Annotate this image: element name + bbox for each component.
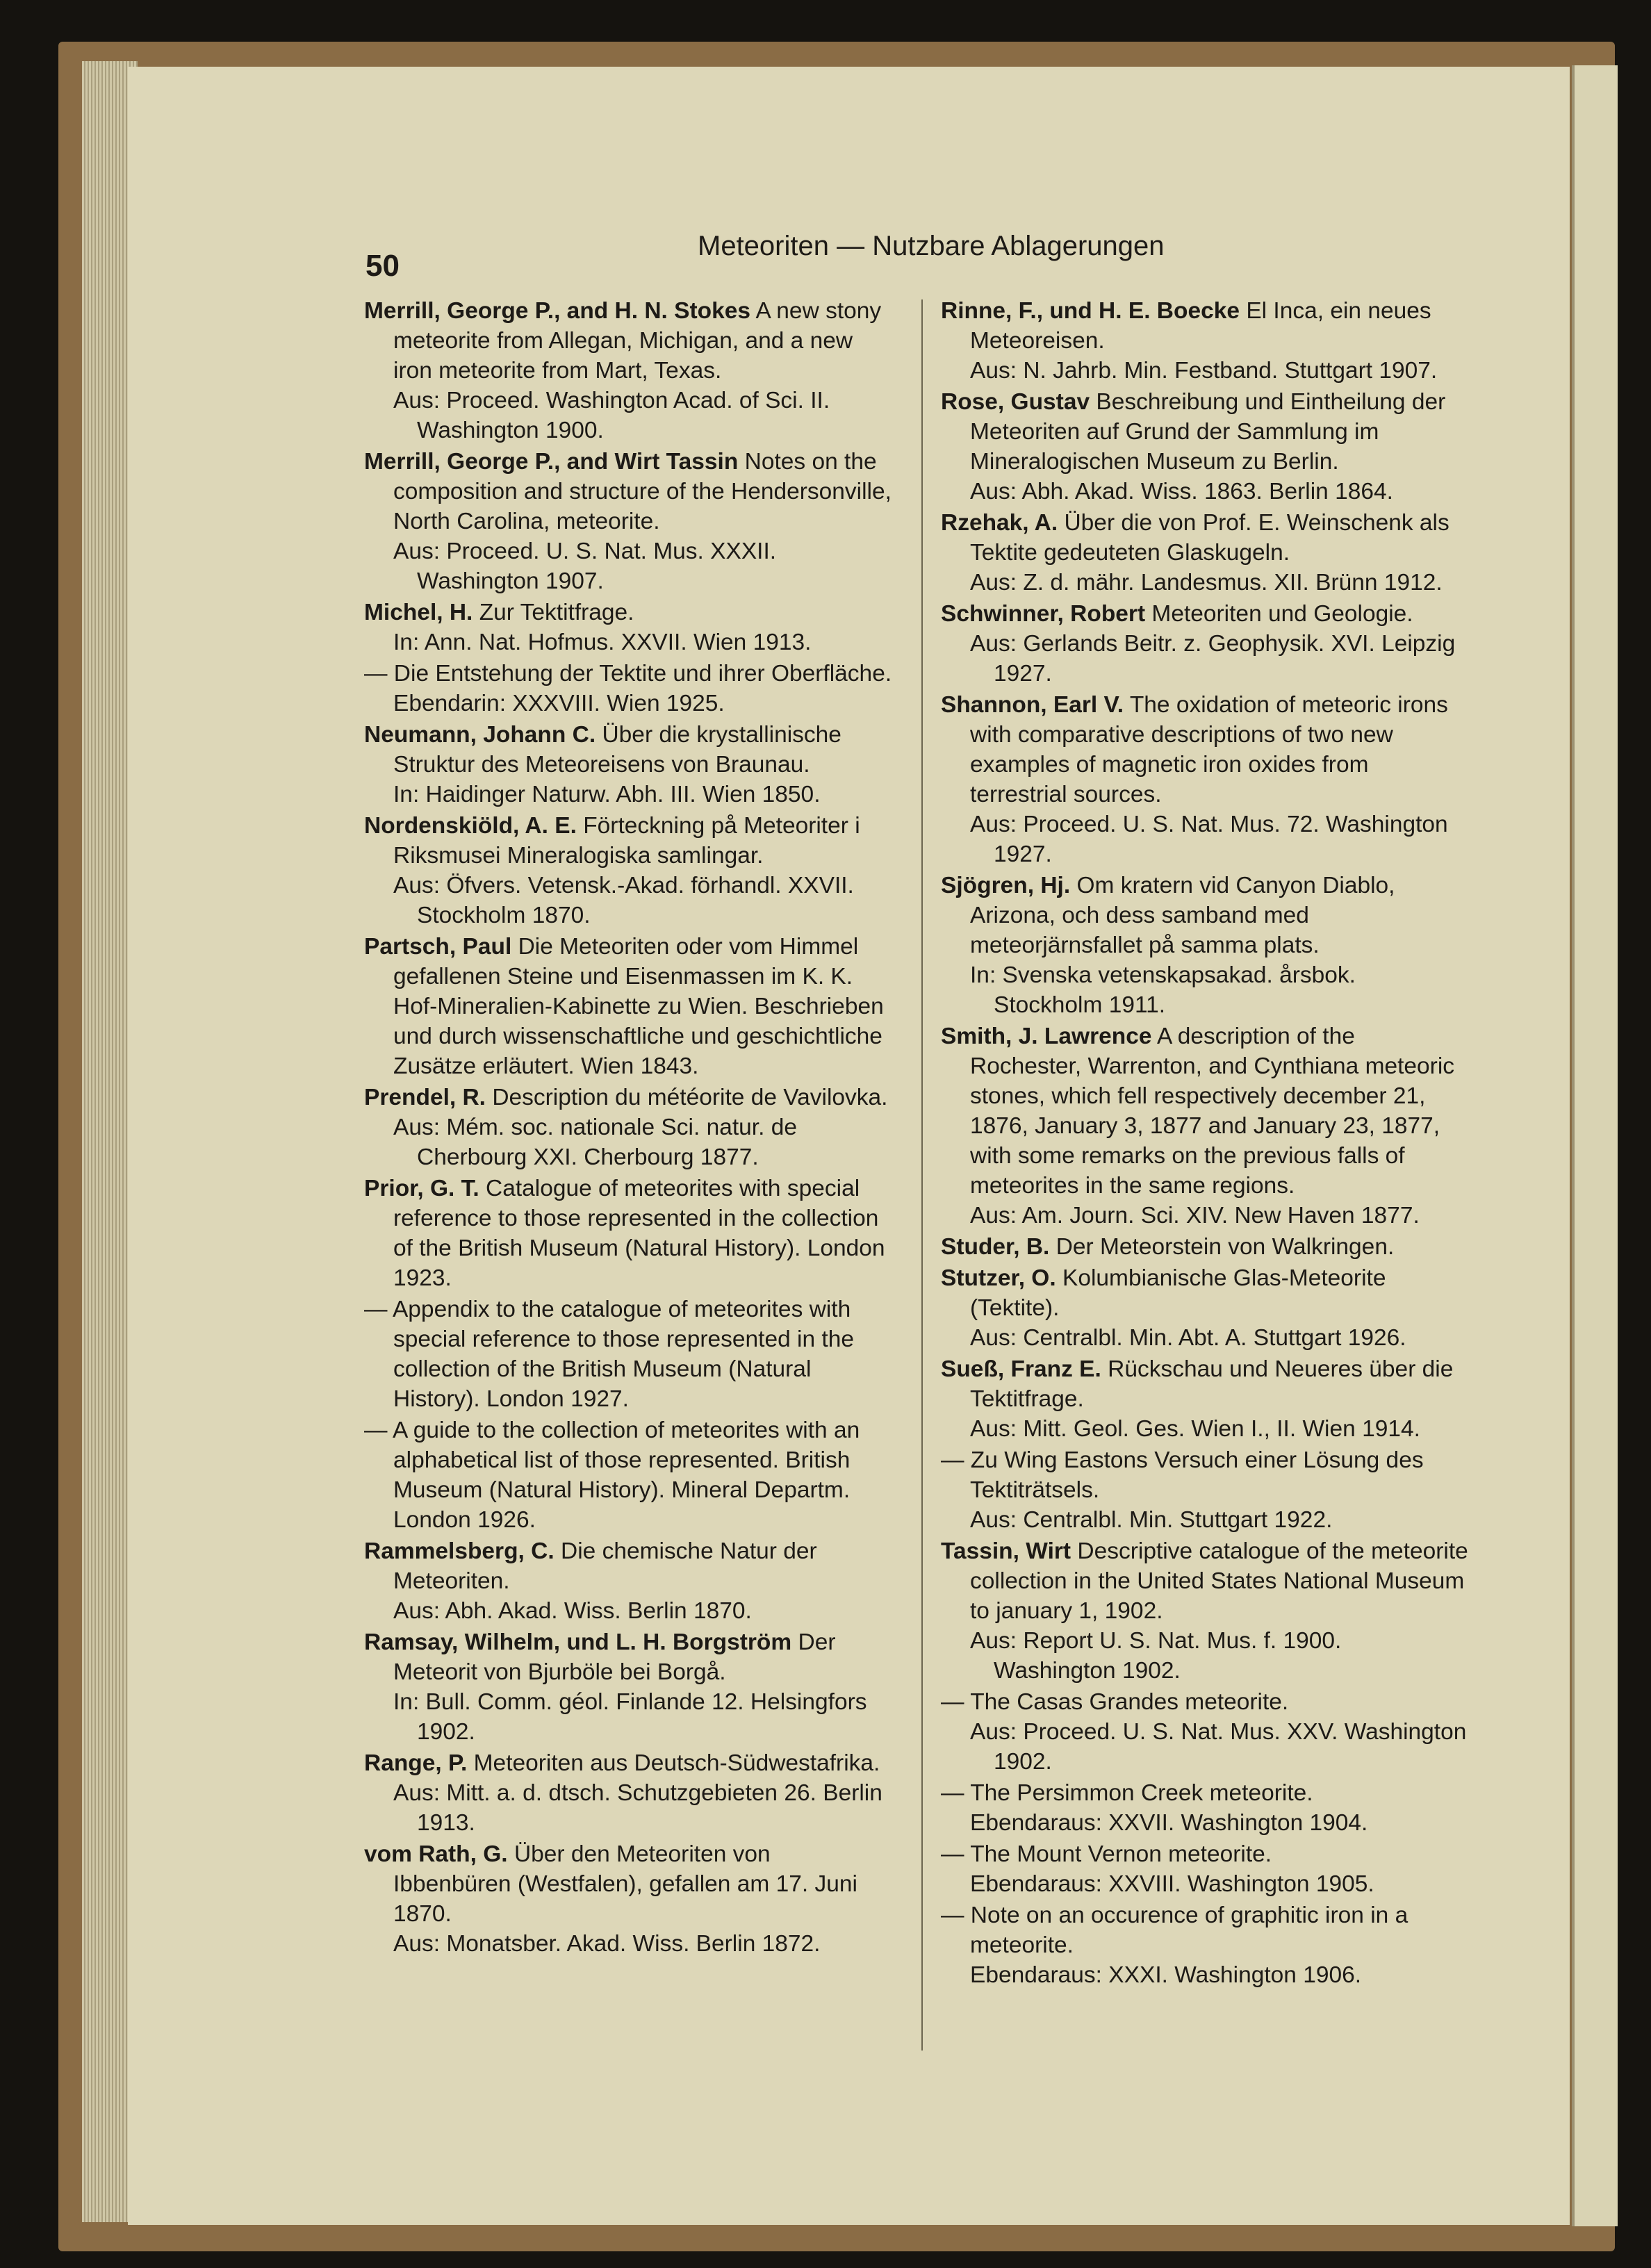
bibliography-entry — [941, 690, 1469, 869]
entry-source: In: Bull. Comm. géol. Finlande 12. Helsingfors 1902. — [393, 1689, 867, 1745]
entry-title: — The Casas Grandes meteorite. — [941, 1689, 1289, 1715]
entry-source: Ebendarin: XXXVIII. Wien 1925. — [393, 691, 725, 716]
entry-title: Description du météorite de Vavilovka. — [492, 1085, 888, 1110]
entry-title: Über die krystallinische Struktur des Meteoreisens von Braunau. — [393, 722, 841, 778]
bibliography-entry — [941, 1687, 1469, 1777]
bibliography-entry — [364, 1536, 892, 1626]
entry-author: Merrill, George P., and Wirt Tassin — [364, 449, 739, 475]
bibliography-entry — [941, 1021, 1469, 1231]
entry-source: Aus: Mitt. Geol. Ges. Wien I., II. Wien 1914. — [970, 1416, 1420, 1442]
entry-author: Rzehak, A. — [941, 510, 1058, 536]
bibliography-entry — [364, 1839, 892, 1959]
entry-author: Smith, J. Lawrence — [941, 1024, 1152, 1049]
entry-title: Kolumbianische Glas-Meteorite (Tektite). — [970, 1265, 1386, 1321]
entry-author: Shannon, Earl V. — [941, 692, 1124, 718]
entry-source: In: Haidinger Naturw. Abh. III. Wien 1850. — [393, 782, 821, 807]
entry-source: Aus: Z. d. mähr. Landesmus. XII. Brünn 1912. — [970, 570, 1443, 595]
column-divider — [921, 299, 923, 2051]
bibliography-entry — [364, 932, 892, 1081]
entry-author: Rose, Gustav — [941, 389, 1090, 415]
entry-source: Aus: Mitt. a. d. dtsch. Schutzgebieten 26. Berlin 1913. — [393, 1780, 882, 1836]
entry-source: Aus: Gerlands Beitr. z. Geophysik. XVI. Leipzig 1927. — [970, 631, 1456, 687]
running-title: Meteoriten — Nutzbare Ablagerungen — [698, 231, 1165, 261]
bibliography-entry — [941, 1263, 1469, 1353]
entry-title: Förteckning på Meteoriter i Riksmusei Mineralogiska samlingar. — [393, 813, 860, 869]
entry-source: Aus: Am. Journ. Sci. XIV. New Haven 1877. — [970, 1203, 1420, 1228]
entry-source: Aus: Centralbl. Min. Abt. A. Stuttgart 1926. — [970, 1325, 1406, 1351]
entry-source: Aus: Report U. S. Nat. Mus. f. 1900. Washington 1902. — [970, 1628, 1342, 1684]
entry-title: — The Mount Vernon meteorite. — [941, 1841, 1272, 1867]
entry-author: Ramsay, Wilhelm, und L. H. Borgström — [364, 1629, 792, 1655]
bibliography-entry — [941, 1232, 1469, 1262]
entry-author: Sueß, Franz E. — [941, 1356, 1101, 1382]
entry-source: Aus: Proceed. U. S. Nat. Mus. XXV. Washington 1902. — [970, 1719, 1467, 1775]
entry-author: Neumann, Johann C. — [364, 722, 596, 748]
bibliography-entry — [941, 508, 1469, 598]
bibliography-entry — [941, 1536, 1469, 1686]
right-column — [941, 296, 1469, 1991]
bibliography-entry — [364, 296, 892, 445]
entry-source: Aus: Mém. soc. nationale Sci. natur. de Cherbourg XXI. Cherbourg 1877. — [393, 1115, 797, 1170]
entry-title: — The Persimmon Creek meteorite. — [941, 1780, 1313, 1806]
entry-title: Beschreibung und Eintheilung der Meteoriten auf Grund der Sammlung im Mineralogischen Museum zu Berlin. — [970, 389, 1446, 475]
bibliography-entry — [364, 447, 892, 596]
entry-title: El Inca, ein neues Meteoreisen. — [970, 298, 1431, 354]
entry-author: Partsch, Paul — [364, 934, 512, 960]
bibliography-entry — [941, 1900, 1469, 1990]
entry-title: Die chemische Natur der Meteoriten. — [393, 1538, 817, 1594]
entry-title: Zur Tektitfrage. — [479, 600, 634, 625]
entry-title: — Die Entstehung der Tektite und ihrer Oberfläche. — [364, 661, 892, 687]
bibliography-entry — [364, 1748, 892, 1838]
entry-source: Aus: Monatsber. Akad. Wiss. Berlin 1872. — [393, 1931, 821, 1957]
entry-title: Meteoriten aus Deutsch-Südwestafrika. — [473, 1750, 880, 1776]
bibliography-entry — [364, 598, 892, 657]
entry-source: Ebendaraus: XXVII. Washington 1904. — [970, 1810, 1368, 1836]
entry-author: Studer, B. — [941, 1234, 1050, 1260]
entry-author: Range, P. — [364, 1750, 468, 1776]
bibliography-entry — [364, 1415, 892, 1535]
entry-source: In: Ann. Nat. Hofmus. XXVII. Wien 1913. — [393, 630, 812, 655]
entry-title: — A guide to the collection of meteorites with an alphabetical list of those represented. British Museum (Natural History). Mineral Departm. London 1926. — [364, 1418, 860, 1533]
entry-source: Aus: Proceed. U. S. Nat. Mus. XXXII. Washington 1907. — [393, 539, 777, 594]
entry-title: Meteoriten und Geologie. — [1151, 601, 1413, 627]
page-number: 50 — [365, 249, 400, 283]
bibliography-entry — [941, 1445, 1469, 1535]
bibliography-entry — [364, 720, 892, 810]
entry-title: A description of the Rochester, Warrenton, and Cynthiana meteoric stones, which fell respectively december 21, 1876, January 3, 1877 and January 23, 1877, with some remarks on the previous falls of meteorites in the same regions. — [970, 1024, 1455, 1199]
entry-title: Die Meteoriten oder vom Himmel gefallenen Steine und Eisenmassen im K. K. Hof-Mineralien-Kabinette zu Wien. Beschrieben und durch wissenschaftliche und geschichtliche Zusätze erläutert. Wien 1843. — [393, 934, 884, 1079]
entry-title: Notes on the composition and structure of the Hendersonville, North Carolina, meteorite. — [393, 449, 892, 534]
bibliography-entry — [364, 1083, 892, 1172]
entry-source: Aus: Öfvers. Vetensk.-Akad. förhandl. XXVII. Stockholm 1870. — [393, 873, 854, 928]
entry-source: Aus: N. Jahrb. Min. Festband. Stuttgart 1907. — [970, 358, 1438, 384]
entry-title: Om kratern vid Canyon Diablo, Arizona, och dess samband med meteorjärnsfallet på samma plats. — [970, 873, 1395, 958]
bibliography-entry — [941, 387, 1469, 507]
entry-source: Ebendaraus: XXVIII. Washington 1905. — [970, 1871, 1374, 1897]
entry-source: In: Svenska vetenskapsakad. årsbok. Stockholm 1911. — [970, 962, 1356, 1018]
entry-source: Aus: Proceed. Washington Acad. of Sci. II. Washington 1900. — [393, 388, 830, 443]
entry-author: Prendel, R. — [364, 1085, 486, 1110]
bibliography-entry — [941, 1778, 1469, 1838]
entry-title: Catalogue of meteorites with special reference to those represented in the collection of the British Museum (Natural History). London 1923. — [393, 1176, 885, 1291]
entry-title: Der Meteorstein von Walkringen. — [1056, 1234, 1395, 1260]
entry-author: Tassin, Wirt — [941, 1538, 1071, 1564]
bibliography-entry — [364, 811, 892, 930]
entry-author: Prior, G. T. — [364, 1176, 479, 1201]
entry-title: — Note on an occurence of graphitic iron in a meteorite. — [941, 1903, 1408, 1958]
bibliography-entry — [941, 871, 1469, 1020]
entry-title: — Zu Wing Eastons Versuch einer Lösung des Tektiträtsels. — [941, 1447, 1424, 1503]
entry-author: Rammelsberg, C. — [364, 1538, 555, 1564]
entry-title: — Appendix to the catalogue of meteorites with special reference to those represented in the collection of the British Museum (Natural History). London 1927. — [364, 1297, 854, 1412]
bibliography-entry — [364, 1295, 892, 1414]
bibliography-entry — [364, 659, 892, 718]
entry-source: Ebendaraus: XXXI. Washington 1906. — [970, 1962, 1362, 1988]
entry-source: Aus: Abh. Akad. Wiss. Berlin 1870. — [393, 1598, 752, 1624]
entry-title: Der Meteorit von Bjurböle bei Borgå. — [393, 1629, 836, 1685]
book-page — [128, 67, 1570, 2225]
entry-author: Merrill, George P., and H. N. Stokes — [364, 298, 751, 324]
entry-author: Schwinner, Robert — [941, 601, 1146, 627]
entry-source: Aus: Centralbl. Min. Stuttgart 1922. — [970, 1507, 1333, 1533]
entry-source: Aus: Proceed. U. S. Nat. Mus. 72. Washington 1927. — [970, 812, 1448, 867]
entry-title: The oxidation of meteoric irons with comparative descriptions of two new examples of magnetic iron oxides from terrestrial sources. — [970, 692, 1448, 807]
entry-title: Über den Meteoriten von Ibbenbüren (Westfalen), gefallen am 17. Juni 1870. — [393, 1841, 857, 1927]
bibliography-entry — [941, 599, 1469, 689]
adjacent-page-edge — [1572, 65, 1618, 2226]
entry-author: Stutzer, O. — [941, 1265, 1056, 1291]
entry-author: Sjögren, Hj. — [941, 873, 1071, 898]
bibliography-entry — [941, 296, 1469, 386]
bibliography-entry — [941, 1839, 1469, 1899]
entry-title: Rückschau und Neueres über die Tektitfrage. — [970, 1356, 1454, 1412]
entry-author: Nordenskiöld, A. E. — [364, 813, 577, 839]
left-column — [364, 296, 892, 1960]
entry-source: Aus: Abh. Akad. Wiss. 1863. Berlin 1864. — [970, 479, 1393, 504]
entry-author: Rinne, F., und H. E. Boecke — [941, 298, 1240, 324]
bibliography-entry — [364, 1174, 892, 1293]
entry-author: vom Rath, G. — [364, 1841, 508, 1867]
bibliography-entry — [364, 1627, 892, 1747]
entry-author: Michel, H. — [364, 600, 473, 625]
entry-title: A new stony meteorite from Allegan, Michigan, and a new iron meteorite from Mart, Texas. — [393, 298, 882, 384]
entry-title: Über die von Prof. E. Weinschenk als Tektite gedeuteten Glaskugeln. — [970, 510, 1449, 566]
bibliography-entry — [941, 1354, 1469, 1444]
entry-title: Descriptive catalogue of the meteorite collection in the United States National Museum to january 1, 1902. — [970, 1538, 1468, 1624]
